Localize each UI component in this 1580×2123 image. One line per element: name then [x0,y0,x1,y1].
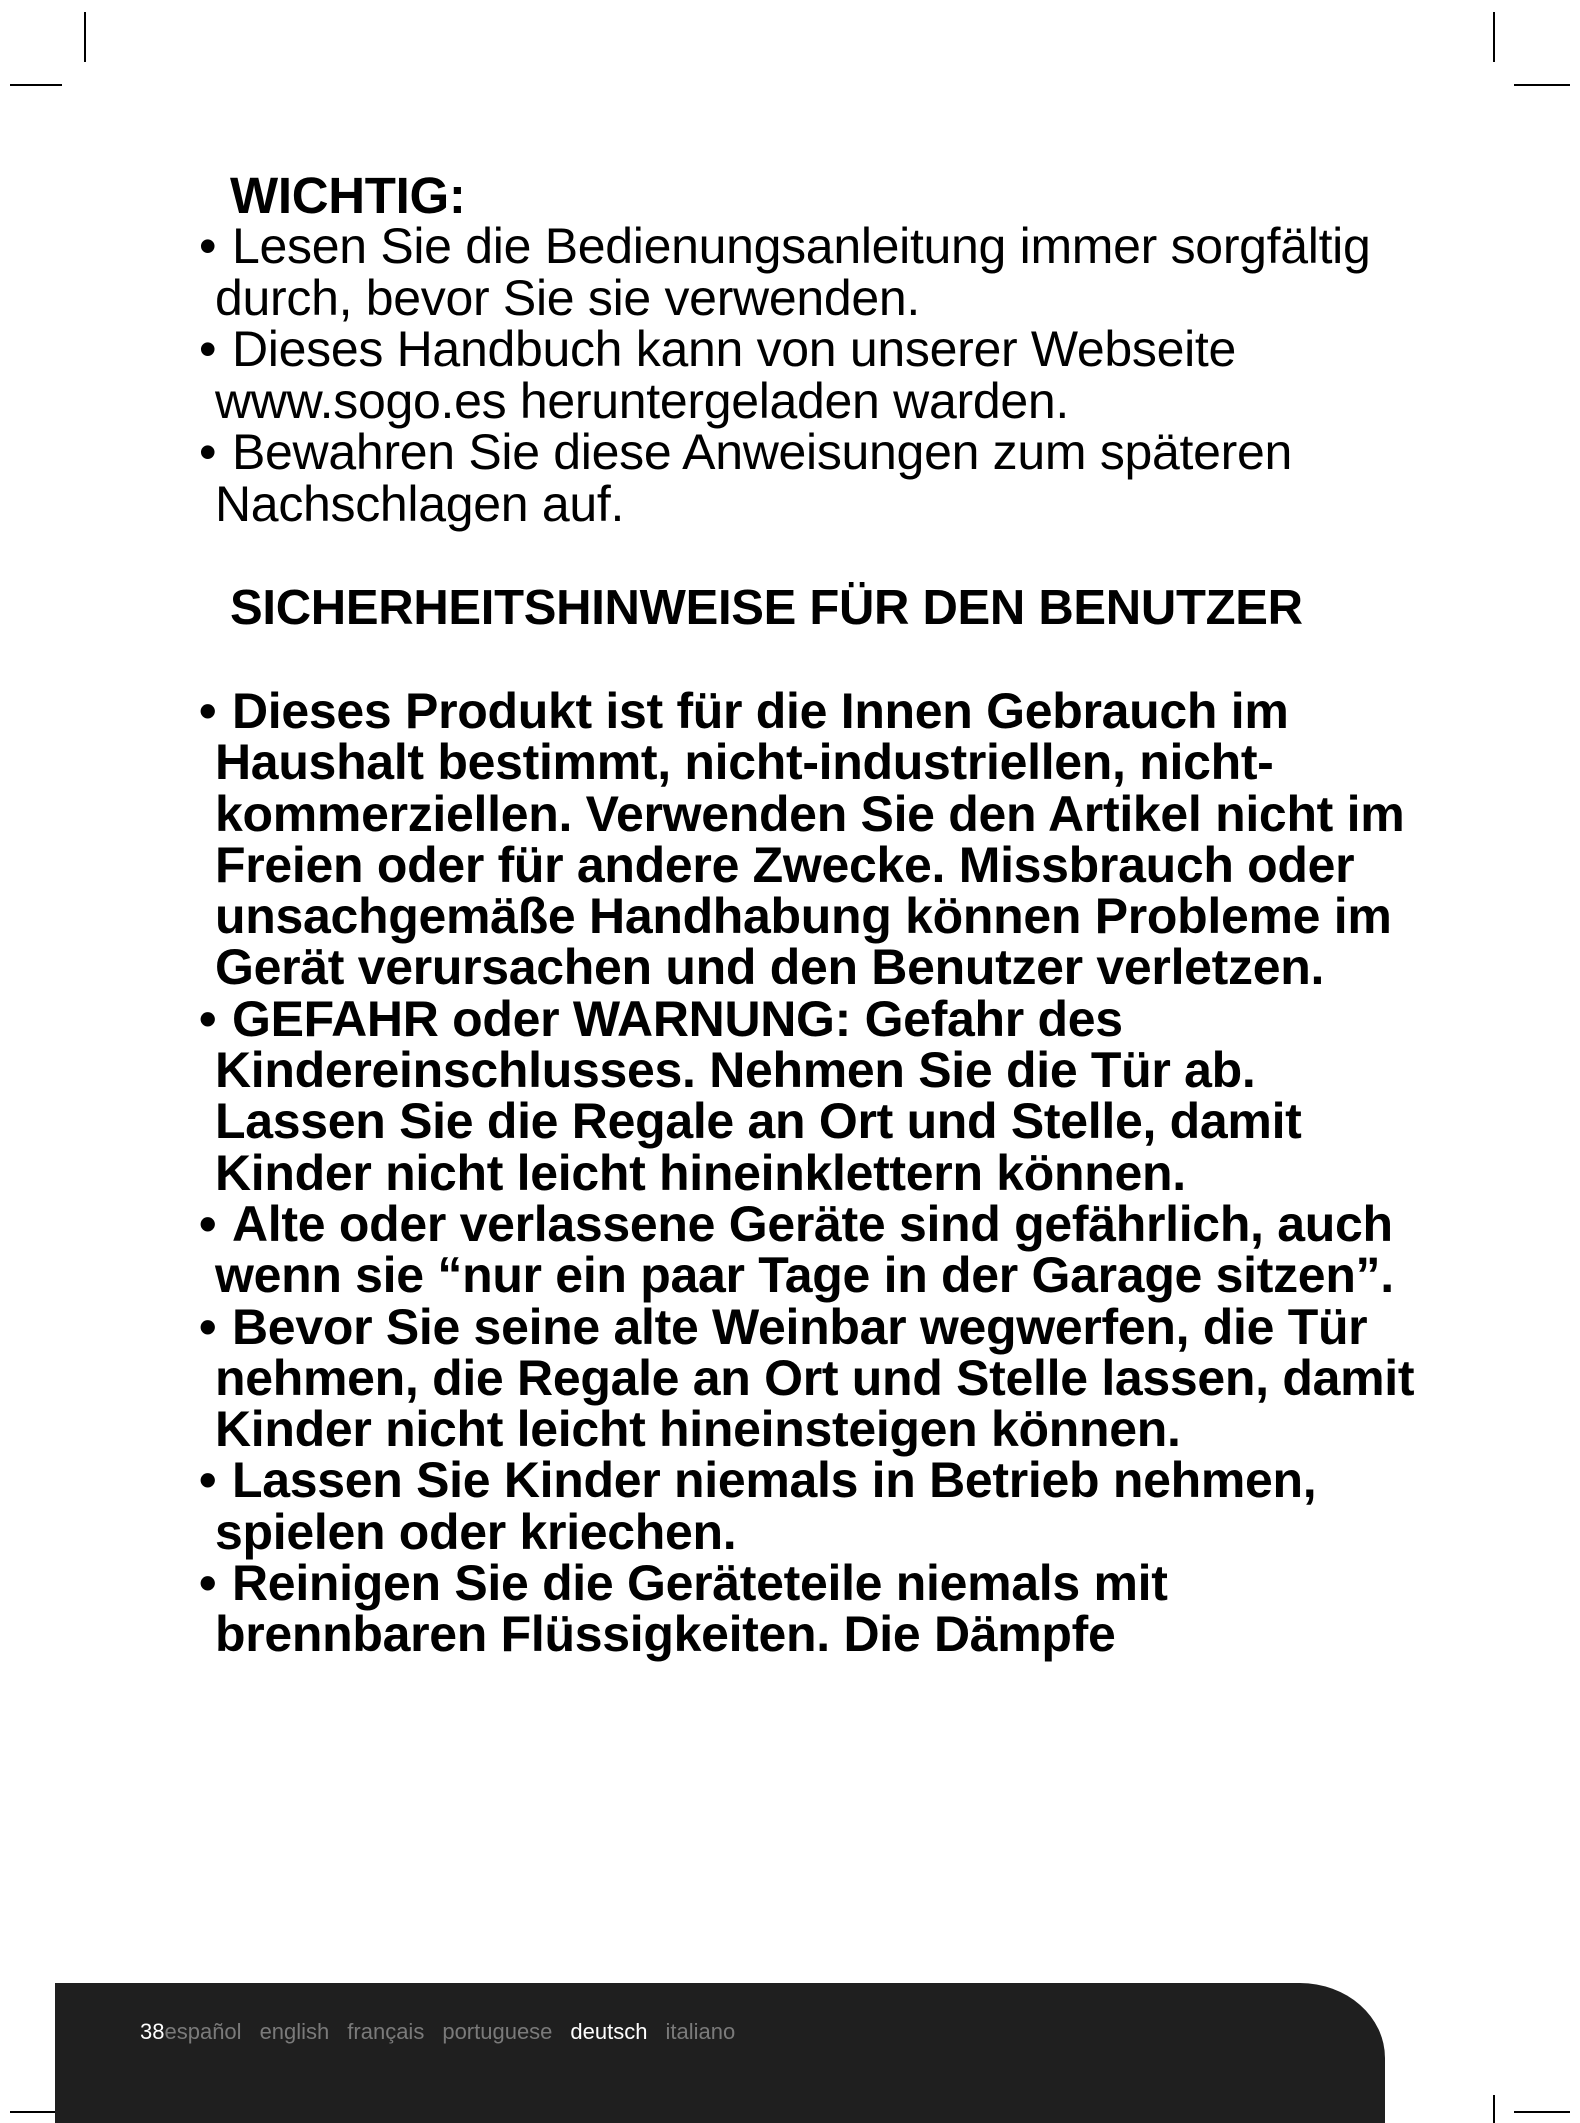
list-item: • Reinigen Sie die Geräteteile niemals mit brennbaren Flüssigkeiten. Die Dämpfe [199,1555,1168,1663]
crop-mark-bottom-right-vertical [1493,2095,1495,2123]
list-item: • Alte oder verlassene Geräte sind gefährlich, auch wenn sie “nur ein paar Tage in der Garage sitzen”. [199,1195,1394,1304]
list-item: • Lesen Sie die Bedienungsanleitung immer sorgfältig durch, bevor Sie sie verwenden. [199,218,1371,326]
important-list [170,218,1430,532]
language-link-deutsch[interactable]: deutsch [570,2019,648,2044]
bullet-icon: • [199,1298,217,1355]
list-item: • Dieses Produkt ist für die Innen Gebrauch im Haushalt bestimmt, nicht-industriellen, nicht-kommerziellen. Verwenden Sie den Artikel nicht im Freien oder für andere Zwecke. Missbrauch oder unsachgemäße Handhabung können Probleme im Gerät verursachen und den Benutzer verletzen. [199,683,1405,996]
page-number: 38 [140,2019,165,2044]
language-link-portuguese[interactable]: portuguese [442,2019,553,2044]
bullet-icon: • [199,1195,217,1252]
safety-heading: SICHERHEITSHINWEISE FÜR DEN BENUTZER [230,581,1303,635]
bullet-icon: • [199,990,217,1047]
language-nav [140,2019,753,2045]
bullet-icon: • [199,1555,217,1612]
list-item: • Bewahren Sie diese Anweisungen zum späteren Nachschlagen auf. [199,424,1293,532]
list-item: • Bevor Sie seine alte Weinbar wegwerfen, die Tür nehmen, die Regale an Ort und Stelle lassen, damit Kinder nicht leicht hineinsteigen können. [199,1298,1415,1458]
crop-mark-top-left-horizontal [10,84,62,86]
bullet-icon: • [199,218,217,274]
bullet-icon: • [199,683,217,739]
list-item: • Dieses Handbuch kann von unserer Webseite www.sogo.es heruntergeladen warden. [199,321,1237,429]
crop-mark-bottom-right-horizontal [1514,2111,1570,2113]
crop-mark-top-right-horizontal [1514,84,1570,86]
language-link-francais[interactable]: français [347,2019,425,2044]
language-link-espanol[interactable]: español [164,2019,242,2044]
list-item: • GEFAHR oder WARNUNG: Gefahr des Kindereinschlusses. Nehmen Sie die Tür ab. Lassen Sie die Regale an Ort und Stelle, damit Kinder nicht leicht hineinklettern können. [199,990,1302,1201]
crop-mark-top-left-vertical [84,12,86,62]
language-link-english[interactable]: english [259,2019,330,2044]
important-heading: WICHTIG: [230,167,466,224]
footer-bar [55,1983,1385,2123]
bullet-icon: • [199,1452,217,1509]
bullet-icon: • [199,424,217,480]
bullet-icon: • [199,321,217,377]
list-item: • Lassen Sie Kinder niemals in Betrieb nehmen, spielen oder kriechen. [199,1452,1317,1560]
crop-mark-top-right-vertical [1493,12,1495,62]
language-link-italiano[interactable]: italiano [665,2019,736,2044]
page-content [170,167,1430,1663]
safety-list [170,683,1430,1663]
